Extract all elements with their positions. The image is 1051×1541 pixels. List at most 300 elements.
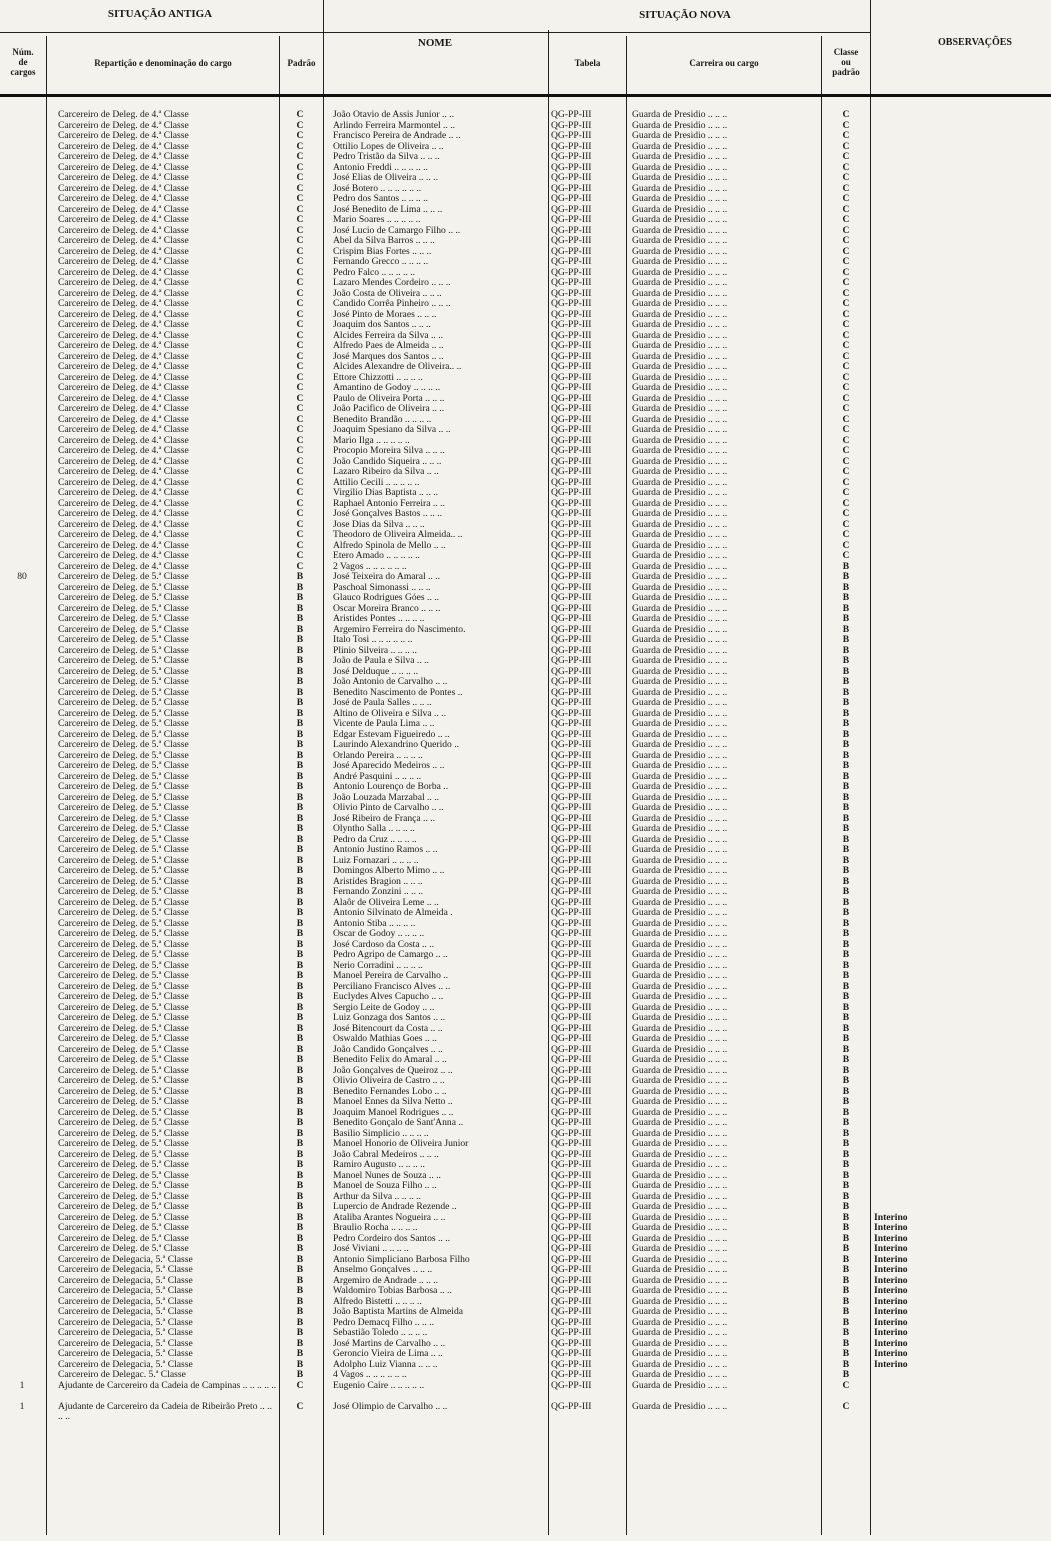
cell-classe: C [842,120,850,131]
cell-padrao: B [296,950,304,960]
cell-padrao: C [296,488,304,498]
table-row [0,1171,1051,1182]
table-row [0,940,1051,951]
cell-carreira: Guarda de Presidio .. .. .. [632,561,728,572]
cell-tabela: QG-PP-III [551,183,592,194]
cell-carreira: Guarda de Presidio .. .. .. [632,1244,728,1254]
cell-nome: João Antonio de Carvalho .. .. [333,677,448,687]
cell-classe: B [842,792,850,803]
cell-reparticao: Carcereiro de Deleg. de 5.ª Classe [58,719,189,729]
table-row [0,142,1051,153]
cell-nome: Edgar Estevam Figueiredo .. .. [333,729,450,740]
cell-nome: Aristides Pontes .. .. .. .. [333,614,425,624]
cell-classe: B [842,1097,850,1107]
table-row [0,572,1051,583]
cell-padrao: B [296,1202,304,1212]
cell-carreira: Guarda de Presidio .. .. .. [632,509,728,519]
cell-nome: João de Paula e Silva .. .. [333,656,429,666]
cell-reparticao: Carcereiro de Deleg. de 5.ª Classe [58,1023,189,1034]
cell-reparticao: Carcereiro de Deleg. de 4.ª Classe [58,152,189,162]
cell-carreira: Guarda de Presidio .. .. .. [632,225,728,236]
cell-tabela: QG-PP-III [551,834,592,845]
cell-padrao: B [296,971,304,981]
cell-nome: José Botero .. .. .. .. .. .. [333,183,422,194]
tabela-header: Tabela [574,58,601,68]
cell-tabela: QG-PP-III [551,467,592,477]
cell-padrao: B [296,1328,304,1338]
cell-reparticao: Carcereiro de Deleg. de 4.ª Classe [58,435,189,446]
table-row [0,856,1051,867]
table-row [0,625,1051,636]
cell-reparticao: Carcereiro de Delegacia, 5.ª Classe [58,1328,193,1338]
cell-nome: Antonio Freddi .. .. .. .. .. [333,162,428,173]
cell-tabela: QG-PP-III [551,939,592,950]
cell-padrao: C [296,120,304,131]
cell-carreira: Guarda de Presidio .. .. .. [632,1349,728,1359]
cell-tabela: QG-PP-III [551,645,592,656]
cell-tabela: QG-PP-III [551,1128,592,1139]
cell-carreira: Guarda de Presidio .. .. .. [632,519,728,530]
cell-num: 80 [17,572,27,582]
cell-reparticao: Carcereiro de Deleg. de 4.ª Classe [58,162,189,173]
cell-reparticao: Carcereiro de Deleg. de 5.ª Classe [58,813,189,824]
cell-classe: B [842,981,850,992]
cell-padrao: C [296,435,304,446]
table-row [0,1024,1051,1035]
cell-carreira: Guarda de Presidio .. .. .. [632,1338,728,1349]
table-row [0,1349,1051,1360]
cell-padrao: C [296,530,304,540]
cell-classe: C [842,530,850,540]
cell-tabela: QG-PP-III [551,1055,592,1065]
cell-classe: B [842,645,850,656]
cell-padrao: C [296,267,304,278]
table-row [0,1087,1051,1098]
cell-tabela: QG-PP-III [551,1296,592,1307]
cell-padrao: B [296,624,304,635]
table-row [0,1307,1051,1318]
cell-nome: Antonio Simpliciano Barbosa Filho [333,1254,470,1265]
cell-padrao: B [296,1013,304,1023]
cell-classe: B [842,1013,850,1023]
cell-nome: Manoel de Souza Filho .. .. [333,1181,437,1191]
cell-reparticao: Carcereiro de Deleg. de 5.ª Classe [58,992,189,1002]
cell-padrao: C [296,362,304,372]
cell-tabela: QG-PP-III [551,1212,592,1223]
cell-carreira: Guarda de Presidio .. .. .. [632,1065,728,1076]
cell-reparticao: Carcereiro de Deleg. de 5.ª Classe [58,677,189,687]
cell-padrao: C [296,351,304,362]
cell-classe: B [842,593,850,603]
cell-padrao: B [296,981,304,992]
cell-tabela: QG-PP-III [551,110,592,120]
table-row [0,520,1051,531]
cell-tabela: QG-PP-III [551,446,592,456]
table-row [0,247,1051,258]
cell-nome: Benedito Gonçalo de Sant'Anna .. [333,1118,464,1128]
cell-carreira: Guarda de Presidio .. .. .. [632,782,728,792]
cell-classe: B [842,740,850,750]
cell-carreira: Guarda de Presidio .. .. .. [632,141,728,152]
cell-carreira: Guarda de Presidio .. .. .. [632,351,728,362]
cell-padrao: C [296,446,304,456]
cell-padrao: B [296,876,304,887]
cell-carreira: Guarda de Presidio .. .. .. [632,572,728,582]
cell-nome: José Lucio de Camargo Filho .. .. [333,225,461,236]
cell-tabela: QG-PP-III [551,309,592,320]
cell-reparticao: Carcereiro de Deleg. de 5.ª Classe [58,824,189,834]
table-row [0,1255,1051,1266]
cell-reparticao: Carcereiro de Deleg. de 5.ª Classe [58,1086,189,1097]
cell-observacoes: Interino [874,1338,908,1349]
table-row [0,562,1051,573]
cell-carreira: Guarda de Presidio .. .. .. [632,498,728,509]
table-row [0,425,1051,436]
cell-carreira: Guarda de Presidio .. .. .. [632,194,728,204]
cell-padrao: B [296,1338,304,1349]
table-row [0,373,1051,384]
cell-carreira: Guarda de Presidio .. .. .. [632,677,728,687]
table-row [0,1202,1051,1213]
cell-nome: Manoel Nunes de Souza .. .. [333,1170,441,1181]
cell-tabela: QG-PP-III [551,729,592,740]
cell-carreira: Guarda de Presidio .. .. .. [632,236,728,246]
cell-carreira: Guarda de Presidio .. .. .. [632,1044,728,1055]
cell-classe: C [842,404,850,414]
cell-classe: C [842,246,850,257]
cell-tabela: QG-PP-III [551,1254,592,1265]
cell-classe: B [842,1275,850,1286]
cell-carreira: Guarda de Presidio .. .. .. [632,1055,728,1065]
cell-classe: C [842,299,850,309]
table-row [0,1013,1051,1024]
cell-tabela: QG-PP-III [551,593,592,603]
cell-classe: B [842,855,850,866]
table-row [0,299,1051,310]
cell-nome: Pedro Demacq Filho .. .. .. [333,1317,434,1328]
table-row [0,257,1051,268]
cell-tabela: QG-PP-III [551,173,592,183]
cell-padrao: B [296,593,304,603]
cell-nome: Alfredo Bistetti .. .. .. .. [333,1296,422,1307]
table-row [0,1339,1051,1350]
cell-reparticao: Carcereiro de Delegacia, 5.ª Classe [58,1349,193,1359]
cell-nome: Benedito Nascimento de Pontes .. [333,687,463,698]
cell-classe: C [842,519,850,530]
cell-nome: Manoel Ennes da Silva Netto .. [333,1097,453,1107]
cell-classe: C [842,173,850,183]
cell-nome: Pedro da Cruz .. .. .. .. [333,834,417,845]
cell-tabela: QG-PP-III [551,1023,592,1034]
cell-carreira: Guarda de Presidio .. .. .. [632,813,728,824]
cell-carreira: Guarda de Presidio .. .. .. [632,173,728,183]
cell-reparticao: Carcereiro de Deleg. de 4.ª Classe [58,519,189,530]
table-row [0,982,1051,993]
cell-carreira: Guarda de Presidio .. .. .. [632,1233,728,1244]
cell-carreira: Guarda de Presidio .. .. .. [632,1328,728,1338]
cell-nome: Olyntho Salla .. .. .. .. [333,824,415,834]
cell-carreira: Guarda de Presidio .. .. .. [632,1160,728,1170]
cell-tabela: QG-PP-III [551,1370,592,1380]
table-row [0,793,1051,804]
table-row [0,761,1051,772]
cell-reparticao: Carcereiro de Deleg. de 5.ª Classe [58,897,189,908]
num-header [0,47,46,77]
cell-tabela: QG-PP-III [551,414,592,425]
table-row [0,289,1051,300]
cell-tabela: QG-PP-III [551,1359,592,1370]
cell-classe: B [842,1065,850,1076]
table-row [0,677,1051,688]
cell-reparticao: Carcereiro de Deleg. de 5.ª Classe [58,782,189,792]
cell-classe: B [842,771,850,782]
cell-carreira: Guarda de Presidio .. .. .. [632,477,728,488]
cell-nome: Altino de Oliveira e Silva .. .. [333,708,446,719]
cell-reparticao: Carcereiro de Deleg. de 5.ª Classe [58,1191,189,1202]
cell-tabela: QG-PP-III [551,1107,592,1118]
cell-padrao: C [296,404,304,414]
cell-tabela: QG-PP-III [551,1076,592,1086]
cell-tabela: QG-PP-III [551,960,592,971]
cell-padrao: B [296,761,304,771]
cell-classe: C [842,383,850,393]
cell-classe: B [842,1118,850,1128]
cell-classe: B [842,813,850,824]
table-row [0,730,1051,741]
cell-carreira: Guarda de Presidio .. .. .. [632,372,728,383]
cell-padrao: C [296,320,304,330]
table-row [0,1360,1051,1371]
cell-tabela: QG-PP-III [551,372,592,383]
cell-tabela: QG-PP-III [551,740,592,750]
table-row [0,1160,1051,1171]
cell-reparticao: Carcereiro de Deleg. de 5.ª Classe [58,866,189,876]
cell-padrao: B [296,719,304,729]
cell-nome: Candido Corrêa Pinheiro .. .. .. [333,299,451,309]
cell-classe: B [842,750,850,761]
cell-padrao: B [296,1223,304,1233]
cell-reparticao: Carcereiro de Deleg. de 5.ª Classe [58,582,189,593]
cell-nome: Alfredo Paes de Almeida .. .. [333,341,444,351]
cell-nome: Sebastião Toledo .. .. .. .. [333,1328,428,1338]
cell-classe: B [842,1055,850,1065]
cell-carreira: Guarda de Presidio .. .. .. [632,666,728,677]
cell-carreira: Guarda de Presidio .. .. .. [632,162,728,173]
table-row [0,404,1051,415]
cell-carreira: Guarda de Presidio .. .. .. [632,278,728,288]
cell-classe: C [842,425,850,435]
cell-reparticao: Carcereiro de Deleg. de 4.ª Classe [58,393,189,404]
cell-nome: João Baptista Martins de Almeida [333,1307,464,1317]
table-row [0,961,1051,972]
table-row [0,184,1051,195]
cell-tabela: QG-PP-III [551,120,592,131]
cell-reparticao: Carcereiro de Delegacia, 5.ª Classe [58,1296,193,1307]
cell-tabela: QG-PP-III [551,1223,592,1233]
cell-classe: B [842,1265,850,1275]
cell-nome: Pedro Cordeiro dos Santos .. .. [333,1233,450,1244]
cell-nome: Paschoal Simonassi .. .. .. [333,582,431,593]
cell-reparticao: Carcereiro de Deleg. de 5.ª Classe [58,918,189,929]
cell-reparticao: Carcereiro de Deleg. de 5.ª Classe [58,929,189,939]
cell-tabela: QG-PP-III [551,1170,592,1181]
cell-tabela: QG-PP-III [551,1065,592,1076]
table-row [0,478,1051,489]
carreira-header: Carreira ou cargo [689,58,759,68]
cell-classe: C [842,320,850,330]
cell-reparticao: Carcereiro de Deleg. de 5.ª Classe [58,1181,189,1191]
cell-padrao: C [296,204,304,215]
cell-nome: José Benedito de Lima .. .. .. [333,204,443,215]
cell-nome: Pedro dos Santos .. .. .. .. [333,194,428,204]
cell-nome: José Aparecido Medeiros .. .. [333,761,445,771]
cell-nome: Attilio Cecili .. .. .. .. .. [333,477,420,488]
cell-tabela: QG-PP-III [551,897,592,908]
cell-padrao: B [296,1034,304,1044]
cell-reparticao: Carcereiro de Delegacia, 5.ª Classe [58,1254,193,1265]
cell-reparticao: Carcereiro de Deleg. de 4.ª Classe [58,488,189,498]
cell-carreira: Guarda de Presidio .. .. .. [632,1223,728,1233]
cell-padrao: B [296,918,304,929]
cell-reparticao: Carcereiro de Deleg. de 5.ª Classe [58,1107,189,1118]
cell-carreira: Guarda de Presidio .. .. .. [632,383,728,393]
cell-carreira: Guarda de Presidio .. .. .. [632,1139,728,1149]
cell-carreira: Guarda de Presidio .. .. .. [632,656,728,666]
table-row [0,646,1051,657]
cell-classe: B [842,666,850,677]
cell-padrao: C [296,257,304,267]
cell-reparticao: Carcereiro de Deleg. de 4.ª Classe [58,446,189,456]
cell-reparticao: Carcereiro de Deleg. de 5.ª Classe [58,908,189,918]
table-row [0,1076,1051,1087]
table-row [0,362,1051,373]
cell-nome: Ettore Chizzotti .. .. .. .. [333,372,423,383]
cell-classe: C [842,477,850,488]
cell-nome: Aristides Bragion .. .. .. [333,876,423,887]
cell-carreira: Guarda de Presidio .. .. .. [632,645,728,656]
cell-classe: B [842,708,850,719]
cell-reparticao: Carcereiro de Deleg. de 5.ª Classe [58,855,189,866]
cell-tabela: QG-PP-III [551,1349,592,1359]
cell-tabela: QG-PP-III [551,908,592,918]
classe-header-line1: Classe [833,47,859,57]
cell-reparticao: Carcereiro de Deleg. de 5.ª Classe [58,614,189,624]
cell-observacoes: Interino [874,1286,908,1296]
cell-tabela: QG-PP-III [551,971,592,981]
table-row [0,950,1051,961]
cell-tabela: QG-PP-III [551,362,592,372]
table-row [0,814,1051,825]
cell-reparticao: Carcereiro de Deleg. de 4.ª Classe [58,320,189,330]
cell-carreira: Guarda de Presidio .. .. .. [632,1170,728,1181]
cell-tabela: QG-PP-III [551,708,592,719]
cell-nome: José Ribeiro de França .. .. [333,813,436,824]
cell-reparticao: Carcereiro de Deleg. de 4.ª Classe [58,309,189,320]
header-rule-thick [0,94,1051,97]
cell-padrao: C [296,309,304,320]
cell-num: 1 [19,1401,25,1412]
cell-tabela: QG-PP-III [551,981,592,992]
table-row [0,1381,1051,1402]
table-row [0,593,1051,604]
cell-carreira: Guarda de Presidio .. .. .. [632,1118,728,1128]
cell-classe: B [842,992,850,1002]
cell-carreira: Guarda de Presidio .. .. .. [632,131,728,141]
cell-carreira: Guarda de Presidio .. .. .. [632,540,728,551]
table-row [0,1066,1051,1077]
cell-classe: B [842,1254,850,1265]
cell-tabela: QG-PP-III [551,761,592,771]
table-row [0,446,1051,457]
cell-reparticao: Carcereiro de Deleg. de 4.ª Classe [58,456,189,467]
cell-nome: Oscar de Godoy .. .. .. .. [333,929,425,939]
table-row [0,110,1051,121]
cell-tabela: QG-PP-III [551,582,592,593]
cell-padrao: B [296,1097,304,1107]
cell-reparticao: Carcereiro de Deleg. de 5.ª Classe [58,950,189,960]
table-row [0,236,1051,247]
cell-classe: C [842,351,850,362]
cell-reparticao: Carcereiro de Deleg. de 4.ª Classe [58,551,189,561]
table-row [0,1129,1051,1140]
cell-nome: Waldomiro Tobias Barbosa .. .. [333,1286,452,1296]
cell-observacoes: Interino [874,1275,908,1286]
cell-nome: João Cabral Medeiros .. .. .. [333,1149,439,1160]
cell-classe: B [842,1233,850,1244]
cell-carreira: Guarda de Presidio .. .. .. [632,404,728,414]
table-row [0,919,1051,930]
cell-classe: B [842,729,850,740]
cell-nome: Alcides Alexandre de Oliveira.. .. [333,362,462,372]
cell-classe: C [842,204,850,215]
cell-padrao: B [296,771,304,782]
cell-nome: Braulio Rocha .. .. .. .. [333,1223,418,1233]
cell-tabela: QG-PP-III [551,1265,592,1275]
cell-reparticao: Carcereiro de Deleg. de 4.ª Classe [58,498,189,509]
cell-nome: José Olimpio de Carvalho .. .. [333,1401,448,1412]
cell-classe: B [842,1044,850,1055]
cell-classe: C [842,446,850,456]
cell-tabela: QG-PP-III [551,257,592,267]
cell-carreira: Guarda de Presidio .. .. .. [632,393,728,404]
cell-classe: B [842,1202,850,1212]
cell-nome: José Pinto de Moraes .. .. .. [333,309,437,320]
cell-classe: B [842,1244,850,1254]
cell-classe: B [842,1181,850,1191]
table-row [0,992,1051,1003]
cell-classe: B [842,1076,850,1086]
cell-nome: Argemiro Ferreira do Nascimento. [333,624,466,635]
cell-carreira: Guarda de Presidio .. .. .. [632,855,728,866]
cell-reparticao: Carcereiro de Deleg. de 5.ª Classe [58,1233,189,1244]
cell-reparticao: Carcereiro de Deleg. de 5.ª Classe [58,1002,189,1013]
cell-reparticao: Carcereiro de Deleg. de 4.ª Classe [58,414,189,425]
cell-reparticao: Carcereiro de Deleg. de 4.ª Classe [58,362,189,372]
cell-observacoes: Interino [874,1317,908,1328]
cell-tabela: QG-PP-III [551,1244,592,1254]
cell-tabela: QG-PP-III [551,351,592,362]
cell-reparticao: Carcereiro de Deleg. de 5.ª Classe [58,845,189,855]
cell-padrao: C [296,278,304,288]
cell-tabela: QG-PP-III [551,666,592,677]
cell-tabela: QG-PP-III [551,887,592,897]
cell-padrao: B [296,1170,304,1181]
cell-padrao: B [296,803,304,813]
cell-tabela: QG-PP-III [551,1275,592,1286]
cell-carreira: Guarda de Presidio .. .. .. [632,719,728,729]
cell-padrao: B [296,1349,304,1359]
table-row [0,488,1051,499]
